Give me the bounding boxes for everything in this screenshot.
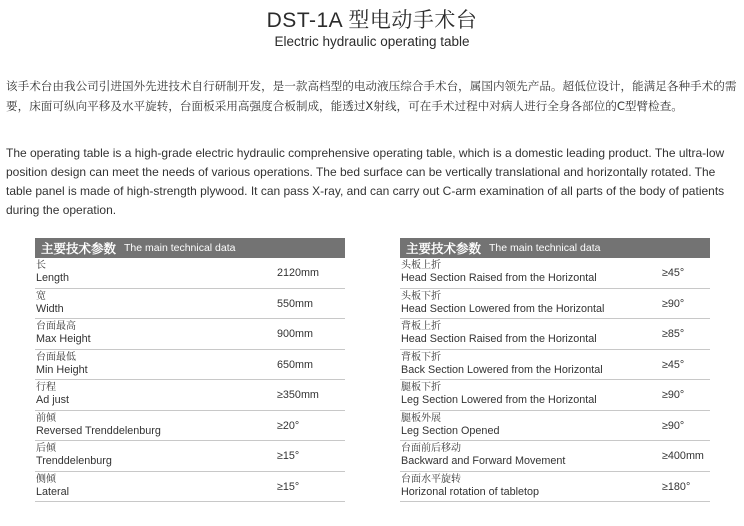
row-label [36, 291, 64, 315]
row-value: ≥350mm [277, 389, 319, 401]
table-row [35, 472, 345, 503]
row-label-cn: 台面最低 [36, 351, 76, 363]
row-label-cn: 腿板下折 [401, 382, 441, 393]
row-value: 550mm [277, 297, 314, 310]
table-header-cn: 主要技术参数 [41, 241, 117, 256]
row-label [401, 382, 597, 406]
row-label-cn: 行程 [36, 382, 56, 393]
row-value: ≥85° [662, 328, 685, 340]
row-label-en: Head Section Raised from the Horizontal [401, 333, 597, 345]
row-label-en: Backward and Forward Movement [401, 455, 566, 467]
row-label-en: Leg Section Lowered from the Horizontal [401, 394, 597, 406]
row-value: ≥20° [277, 419, 300, 432]
row-label [401, 443, 565, 467]
description-chinese: 该手术台由我公司引进国外先进技术自行研制开发，是一款高档型的电动液压综合手术台，属国内领先产品。超低位设计，能满足各种手术的需要，床面可纵向平移及水平旋转，台面板采用高强度合板制成，能透过X射线，可在手术过程中对病人进行全身各部位的C型臂检查。 [6, 79, 737, 113]
row-label-cn: 长 [36, 260, 46, 271]
table-row [35, 350, 345, 381]
table-row [35, 289, 345, 320]
row-label-en: Horizonal rotation of tabletop [401, 485, 540, 498]
row-label-cn: 腿板外展 [401, 412, 441, 424]
table-header-en: The main technical data [489, 242, 601, 254]
table-row [35, 411, 345, 442]
row-label-en: Trenddelenburg [36, 455, 112, 467]
table-header [400, 238, 710, 258]
table-row [400, 380, 710, 411]
row-value: ≥15° [277, 450, 300, 462]
page-subtitle: Electric hydraulic operating table [274, 34, 470, 49]
row-value: ≥15° [277, 480, 300, 493]
table-header-cn: 主要技术参数 [406, 241, 482, 256]
row-label-cn: 后倾 [36, 443, 56, 454]
row-label-cn: 台面前后移动 [401, 443, 461, 454]
row-label-en: Back Section Lowered from the Horizontal [401, 363, 603, 376]
table-row [35, 258, 345, 289]
row-value: ≥90° [662, 419, 685, 432]
row-value: 2120mm [277, 267, 320, 279]
table-row [35, 441, 345, 472]
row-label [401, 352, 603, 376]
row-label-cn: 背板下折 [401, 351, 441, 363]
row-label [401, 321, 597, 345]
row-label-cn: 头板下折 [401, 290, 441, 302]
row-label [401, 413, 499, 437]
row-label-en: Lateral [36, 485, 70, 498]
table-row [400, 258, 710, 289]
row-label [36, 352, 88, 376]
row-label-en: Ad just [36, 394, 70, 406]
table-row [400, 411, 710, 442]
row-value: ≥90° [662, 297, 685, 310]
row-label [401, 260, 597, 284]
row-value: 900mm [277, 328, 314, 340]
table-row [35, 319, 345, 350]
row-label-cn: 台面最高 [36, 321, 76, 332]
row-label [401, 291, 604, 315]
row-value: ≥90° [662, 389, 685, 401]
row-label-en: Leg Section Opened [401, 424, 500, 437]
row-label [401, 474, 539, 498]
row-label-en: Width [36, 302, 64, 315]
row-label [36, 443, 112, 467]
table-header [35, 238, 345, 258]
row-label-cn: 前倾 [36, 412, 56, 424]
row-label-en: Max Height [36, 333, 91, 345]
description-english: The operating table is a high-grade electric hydraulic comprehensive operating table, which is a domestic leading product. The ultra-low position design can meet the needs of various operations. The bed surface can be vertically translational and horizontally rotated. The table panel is made of high-strength plywood. It can pass X-ray, and can carry out C-arm examination of all parts of the body of patients during the operation. [6, 146, 725, 217]
row-label-cn: 背板上折 [401, 321, 441, 332]
row-label-cn: 台面水平旋转 [401, 473, 461, 485]
row-label-cn: 头板上折 [401, 260, 441, 271]
table-row [400, 472, 710, 503]
page-title: DST-1A 型电动手术台 [266, 9, 478, 32]
row-label-cn: 侧倾 [36, 473, 56, 485]
row-value: 650mm [277, 358, 314, 371]
row-label-en: Reversed Trenddelenburg [36, 424, 161, 437]
row-label-cn: 宽 [36, 290, 46, 302]
technical-data-table-left [35, 238, 345, 502]
row-label [36, 382, 69, 406]
table-row [35, 380, 345, 411]
row-label [36, 474, 69, 498]
row-value: ≥45° [662, 267, 685, 279]
row-label-en: Head Section Raised from the Horizontal [401, 272, 597, 284]
table-header-en: The main technical data [124, 242, 236, 254]
table-row [400, 289, 710, 320]
row-label [36, 321, 91, 345]
table-row [400, 441, 710, 472]
row-label-en: Length [36, 272, 70, 284]
technical-data-table-right [400, 238, 710, 502]
row-label [36, 413, 161, 437]
table-row [400, 350, 710, 381]
row-label [36, 260, 69, 284]
row-value: ≥180° [662, 480, 691, 493]
row-value: ≥400mm [662, 450, 704, 462]
row-label-en: Min Height [36, 363, 88, 376]
row-value: ≥45° [662, 358, 685, 371]
table-row [400, 319, 710, 350]
row-label-en: Head Section Lowered from the Horizontal [401, 302, 605, 315]
